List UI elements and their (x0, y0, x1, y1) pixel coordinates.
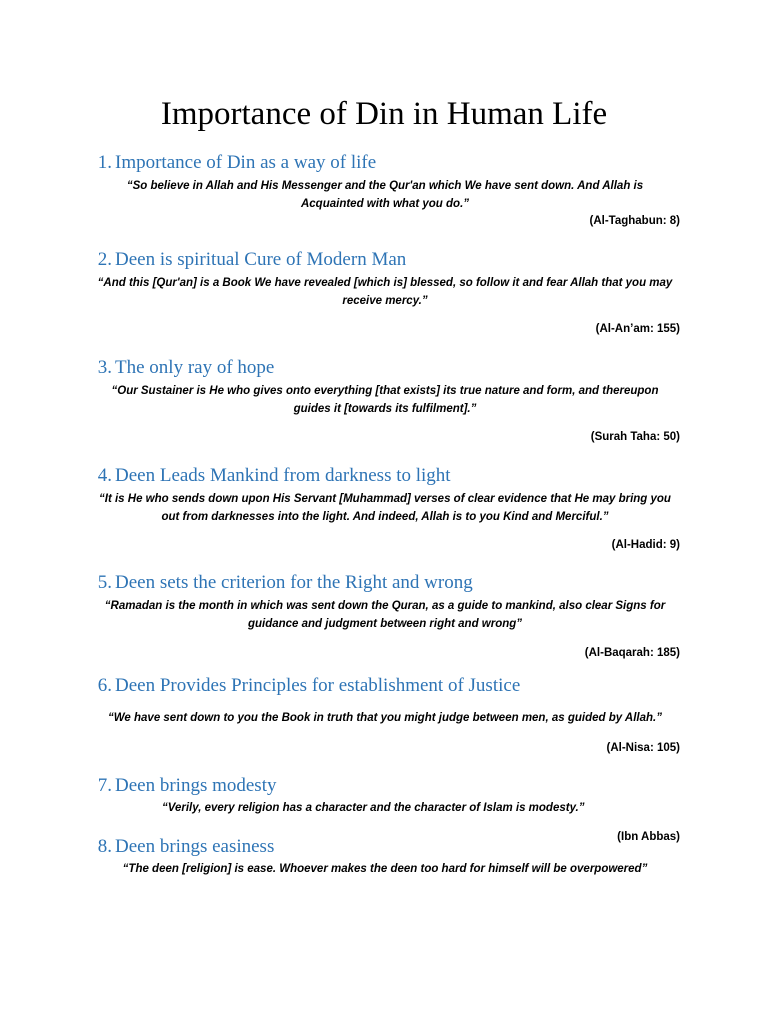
section-title: Importance of Din as a way of life (115, 152, 377, 173)
section-heading (90, 151, 680, 175)
section-quote: “Ramadan is the month in which was sent down the Quran, as a guide to mankind, also clear Signs for guidance and judgment between right and wrong” (104, 600, 666, 630)
section-number: 5. (97, 572, 112, 593)
section-reference: (Al-Baqarah: 185) (584, 647, 680, 659)
section-1 (90, 151, 680, 227)
section-title: Deen brings easiness (115, 836, 275, 857)
section-number: 8. (97, 836, 112, 857)
section-quote: “The deen [religion] is ease. Whoever makes the deen too hard for himself will be overpowered” (122, 863, 648, 875)
page-title: Importance of Din in Human Life (160, 96, 608, 132)
section-reference: (Al-Taghabun: 8) (589, 215, 680, 227)
section-2 (90, 248, 680, 335)
section-quote: “Verily, every religion has a character and the character of Islam is modesty.” (162, 802, 585, 814)
section-number: 3. (97, 357, 112, 378)
section-number: 6. (97, 675, 112, 696)
section-number: 2. (97, 249, 112, 270)
section-quote: “We have sent down to you the Book in truth that you might judge between men, as guided by Allah.” (108, 712, 662, 724)
section-heading (90, 835, 680, 859)
section-quote: “It is He who sends down upon His Servant [Muhammad] verses of clear evidence that He may bring you out from darknesses into the light. And indeed, Allah is to you Kind and Merciful.” (99, 493, 671, 523)
section-reference: (Ibn Abbas) (617, 831, 680, 843)
section-4 (90, 464, 680, 551)
section-quote: “And this [Qur'an] is a Book We have revealed [which is] blessed, so follow it and fear Allah that you may receive mercy.” (97, 277, 673, 307)
section-title: Deen sets the criterion for the Right and wrong (115, 572, 473, 593)
section-reference: (Surah Taha: 50) (590, 431, 680, 443)
section-heading (90, 248, 680, 272)
section-quote: “So believe in Allah and His Messenger and the Qur'an which We have sent down. And Allah is Acquainted with what you do.” (126, 180, 644, 210)
section-7 (90, 774, 680, 843)
section-6 (90, 674, 680, 754)
section-title: Deen brings modesty (115, 775, 277, 796)
section-heading (90, 356, 680, 380)
section-8 (90, 835, 680, 878)
section-5 (90, 571, 680, 659)
section-3 (90, 356, 680, 443)
section-heading (90, 674, 680, 698)
section-number: 7. (97, 775, 112, 796)
section-number: 4. (97, 465, 112, 486)
section-number: 1. (97, 152, 112, 173)
section-quote: “Our Sustainer is He who gives onto everything [that exists] its true nature and form, and thereupon guides it [towards its fulfilment].” (111, 385, 659, 415)
section-title: Deen is spiritual Cure of Modern Man (115, 249, 407, 270)
section-title: Deen Leads Mankind from darkness to light (115, 465, 451, 486)
section-title: The only ray of hope (115, 357, 275, 378)
section-heading (90, 464, 680, 488)
section-reference: (Al-Nisa: 105) (606, 742, 680, 754)
section-title: Deen Provides Principles for establishment of Justice (115, 675, 521, 696)
section-heading (90, 571, 680, 595)
section-reference: (Al-Hadid: 9) (611, 539, 680, 551)
section-heading (90, 774, 680, 798)
section-reference: (Al-An’am: 155) (595, 323, 680, 335)
